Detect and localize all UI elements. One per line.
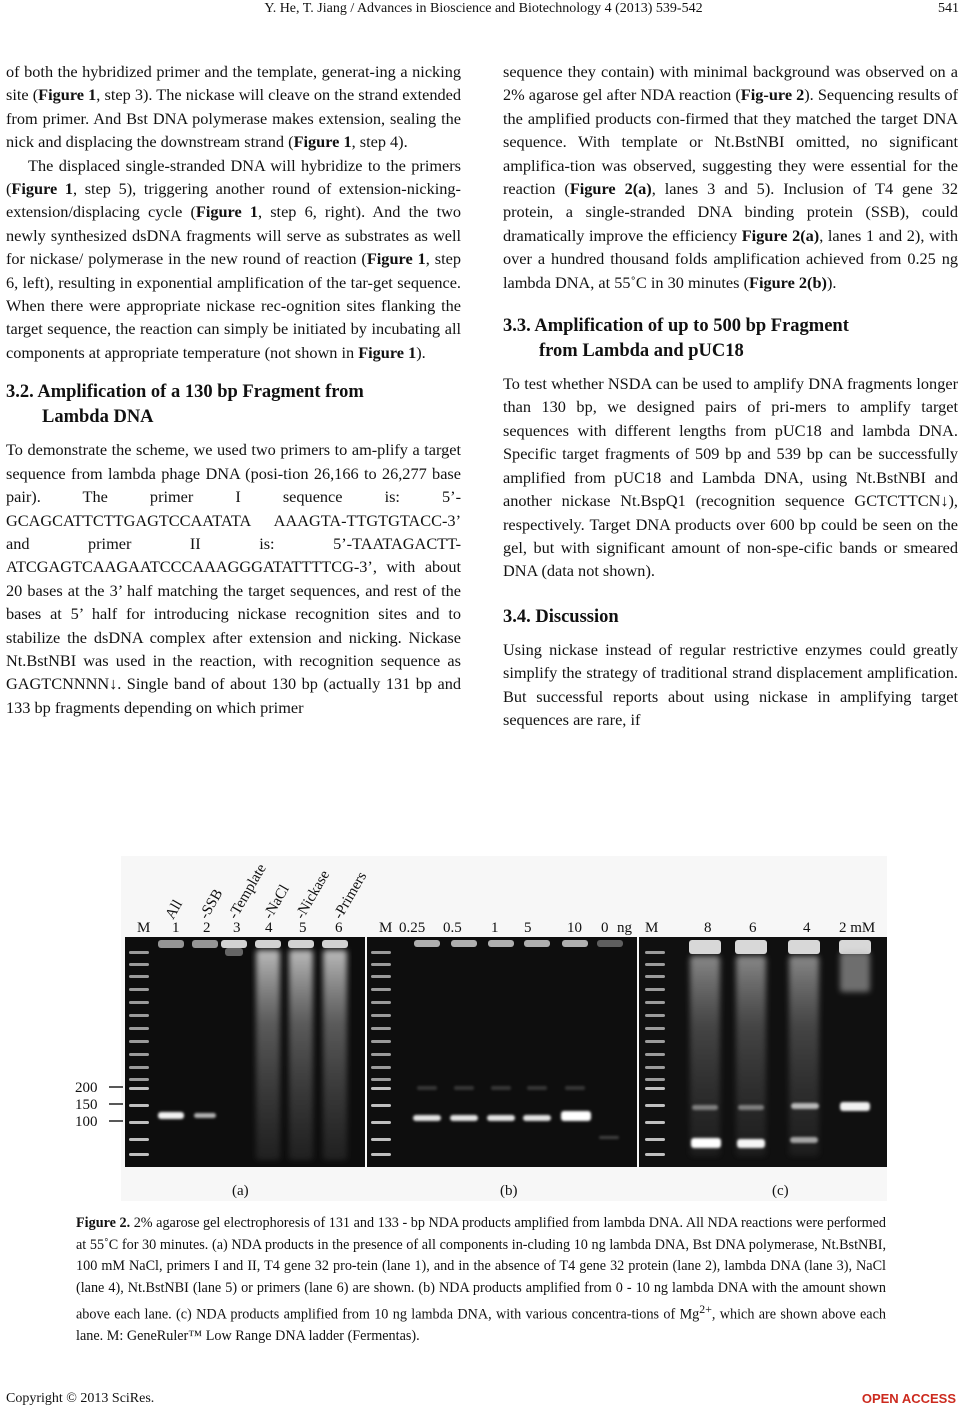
ladder-band bbox=[371, 1121, 391, 1124]
section-heading-3-4: 3.4. Discussion bbox=[503, 606, 619, 627]
ladder-band bbox=[645, 975, 665, 978]
well bbox=[322, 940, 348, 948]
well bbox=[221, 940, 247, 948]
dna-band bbox=[599, 1136, 619, 1139]
lane-label: 3 bbox=[233, 920, 241, 936]
ladder-band bbox=[645, 1153, 665, 1156]
caption-text: , which are shown above each lane. M: GeneRuler™ Low Range DNA ladder (Fermentas). bbox=[76, 1306, 886, 1345]
ladder-band bbox=[645, 1121, 665, 1124]
ladder-band bbox=[371, 1104, 391, 1107]
size-marker-label: 150 bbox=[75, 1097, 98, 1113]
well bbox=[524, 940, 550, 947]
ladder-band bbox=[645, 1078, 665, 1081]
paragraph bbox=[6, 60, 461, 154]
text-run: , step 6, right). And the two newly synthesized dsDNA fragments will serve as substrates as well for nickase/ polymerase in the new round of reaction ( bbox=[6, 202, 462, 269]
lane-label: 2 bbox=[203, 920, 211, 936]
dna-smear bbox=[789, 956, 819, 1156]
section-heading-line: Lambda DNA bbox=[42, 407, 154, 428]
ladder-band bbox=[129, 1087, 149, 1090]
text-run: ). bbox=[826, 272, 837, 292]
ladder-band bbox=[645, 1138, 665, 1141]
ladder-band bbox=[645, 1040, 665, 1043]
lane-label: M bbox=[379, 920, 393, 936]
lane-label: M bbox=[137, 920, 151, 936]
ladder-band bbox=[371, 1014, 391, 1017]
lane-condition-label: -SSB bbox=[196, 886, 227, 922]
dna-band bbox=[450, 1115, 478, 1121]
dna-band bbox=[194, 1113, 216, 1118]
ladder-band bbox=[129, 1040, 149, 1043]
text-run: , step 3). The nickase will cleave on the strand extended from primer. And Bst DNA polymerase makes extension, sealing the nick and displacing the downstream strand ( bbox=[6, 85, 461, 152]
well bbox=[192, 940, 218, 948]
dna-band bbox=[413, 1115, 441, 1121]
caption-text: 2% agarose gel electrophoresis of 131 and 133 - bp NDA products amplified from lambda DNA. All NDA reactions were performed at 55˚C for 30 minutes. (a) NDA products in the presence of all components in-cluding 10 ng lambda DNA, Bst DNA polymerase, Nt.BstNBI, 100 mM NaCl, primers I and II, T4 gene 32 pro-tein (lane 1), and in the absence of T4 gene 32 protein (lane 2), lambda DNA (lane 3), NaCl (lane 4), Nt.BstNBI (lane 5) or primers (lane 6) are shown. (b) NDA products amplified from 0 - 10 ng lambda DNA with the amount shown above each lane. (c) NDA products amplified from 10 ng lambda DNA, with various concentra-tions of Mg bbox=[76, 1215, 887, 1323]
text-run: To demonstrate the scheme, we used two primers to am-plify a target sequence from lambda phage DNA (posi-tion 26,166 to 26,277 base pair). The primer I sequence is: 5’-GCAGCATTCTTGAGTCCAATATA AAAGTA-TTGTGTACC-3’ and primer II is: 5’-TAATAGACTT-ATCGAGTCAAGAATCCCAAAGGGATATTTTCG-3’, with about 20 bases at the 3’ half matching the target sequences, and rest of the bases at 5’ half for introducing nickase recognition sites and to stabilize the dsDNA complex after extension and nicking. Nickase Nt.BstNBI was used in the reaction, with recognition sequence as GAGTCNNNN↓. Single band of about 130 bp (actually 131 bp and 133 bp fragments depending on which primer bbox=[6, 440, 461, 717]
figure-reference: Figure 2(b) bbox=[749, 272, 827, 292]
ladder-band bbox=[129, 1138, 149, 1141]
figure-reference: Figure 1 bbox=[366, 249, 426, 269]
gel-electrophoresis-image bbox=[75, 856, 887, 1201]
text-run: To test whether NSDA can be used to amplify DNA fragments longer than 130 bp, we designed pairs of pri-mers to amplify target sequences with different lengths from pUC18 and lambda DNA. Specific target fragments of 509 bp and 539 bp can be successfully amplified from pUC18 and Lambda DNA, using Nt.BstNBI and another nickase Nt.BspQ1 (recognition sequence GCTCTTCN↓), respectively. Target DNA products over 600 bp could be seen on the gel, but with significant amount of non-spe-cific bands or smeared DNA (data not shown). bbox=[503, 374, 958, 581]
ladder-band bbox=[371, 1066, 391, 1069]
lane-label: 5 bbox=[524, 920, 532, 936]
dna-band bbox=[527, 1086, 547, 1090]
ladder-band bbox=[129, 1053, 149, 1056]
text-run: , step 5), triggering another round of extension-nicking-extension/displacing cycle ( bbox=[6, 179, 461, 222]
ladder-band bbox=[371, 1153, 391, 1156]
dna-band bbox=[225, 948, 243, 956]
lane-label: 0.5 bbox=[443, 920, 462, 936]
text-run: , lanes 3 and 5). Inclusion of T4 gene 32 protein, a single-stranded DNA binding protein (SSB), could dramatically improve the efficiency bbox=[503, 179, 959, 245]
section-heading-line: from Lambda and pUC18 bbox=[539, 341, 744, 362]
superscript: 2+ bbox=[699, 1302, 712, 1316]
figure-reference: Figure 1 bbox=[11, 179, 74, 199]
panel-caption: (b) bbox=[500, 1183, 518, 1199]
ladder-band bbox=[645, 1001, 665, 1004]
well bbox=[788, 940, 820, 954]
well bbox=[488, 940, 514, 947]
ladder-band bbox=[645, 1104, 665, 1107]
panel-caption: (a) bbox=[232, 1183, 249, 1199]
paragraph bbox=[503, 60, 958, 294]
dna-smear bbox=[690, 956, 720, 1156]
ladder-band bbox=[129, 1153, 149, 1156]
lane-condition-label: All bbox=[162, 897, 187, 922]
lane-condition-label: -Nickase bbox=[292, 867, 334, 922]
text-run: , step 6, left), resulting in exponential amplification of the tar-get sequence. When there were appropriate nickase rec-ognition sites flanking the target sequence, the reaction can simply be initiated by incubating all components at appropriate temperature (not shown in bbox=[6, 249, 461, 362]
dna-smear bbox=[840, 952, 870, 992]
figure-reference: Figure 1 bbox=[38, 85, 97, 105]
ladder-band bbox=[371, 1138, 391, 1141]
ladder-band bbox=[129, 1014, 149, 1017]
ladder-band bbox=[371, 975, 391, 978]
running-title: Y. He, T. Jiang / Advances in Bioscience and Biotechnology 4 (2013) 539-542 bbox=[264, 1, 703, 16]
paragraph bbox=[6, 438, 461, 719]
size-marker-label: 100 bbox=[75, 1114, 98, 1130]
lane-label: 0.25 bbox=[399, 920, 426, 936]
ladder-band bbox=[645, 988, 665, 991]
ladder-band bbox=[371, 988, 391, 991]
well bbox=[288, 940, 314, 948]
section-heading-3-2 bbox=[6, 380, 461, 430]
copyright-notice: Copyright © 2013 SciRes. bbox=[6, 1391, 155, 1406]
well bbox=[158, 940, 184, 948]
figure-reference: Fig-ure 2 bbox=[740, 85, 805, 105]
well bbox=[689, 940, 721, 954]
dna-band bbox=[523, 1115, 551, 1121]
well bbox=[255, 940, 281, 948]
dna-smear bbox=[736, 956, 766, 1156]
dna-band bbox=[691, 1138, 721, 1148]
well bbox=[735, 940, 767, 954]
dna-smear bbox=[289, 950, 313, 1160]
ladder-band bbox=[645, 1066, 665, 1069]
lane-label: 2 mM bbox=[839, 920, 876, 936]
ladder-band bbox=[371, 1040, 391, 1043]
ladder-band bbox=[645, 1087, 665, 1090]
section-heading-line: 3.3. Amplification of up to 500 bp Fragment bbox=[503, 316, 849, 337]
ladder-band bbox=[129, 1027, 149, 1030]
figure-reference: Figure 1 bbox=[195, 202, 258, 222]
section-heading-3-3 bbox=[503, 314, 958, 364]
paragraph bbox=[503, 372, 958, 583]
lane-label: 5 bbox=[299, 920, 307, 936]
ladder-band bbox=[371, 1078, 391, 1081]
dna-band bbox=[491, 1086, 511, 1090]
panel-caption: (c) bbox=[772, 1183, 789, 1199]
lane-label: 6 bbox=[749, 920, 757, 936]
ladder-band bbox=[645, 1014, 665, 1017]
text-run: sequence they contain) with minimal background was observed on a 2% agarose gel after NDA reaction ( bbox=[503, 62, 958, 105]
right-column bbox=[503, 60, 958, 731]
lane-condition-label: -NaCl bbox=[260, 882, 293, 922]
lane-label: M bbox=[645, 920, 659, 936]
lane-label: 8 bbox=[704, 920, 712, 936]
gel-panel-b bbox=[367, 937, 637, 1167]
dna-band bbox=[565, 1086, 585, 1090]
paragraph bbox=[6, 154, 461, 365]
figure-label: Figure 2. bbox=[76, 1215, 131, 1231]
ladder-band bbox=[129, 1001, 149, 1004]
ladder-band bbox=[645, 1053, 665, 1056]
figure-caption bbox=[76, 1213, 886, 1348]
ladder-band bbox=[129, 975, 149, 978]
dna-smear bbox=[256, 950, 280, 1160]
ladder-band bbox=[129, 1066, 149, 1069]
figure-reference: Figure 2(a) bbox=[569, 179, 652, 199]
ladder-band bbox=[129, 1121, 149, 1124]
well bbox=[839, 940, 871, 954]
lane-label: 10 bbox=[567, 920, 582, 936]
lane-label: 1 bbox=[172, 920, 180, 936]
lane-label: 1 bbox=[491, 920, 499, 936]
lane-condition-label: -Template bbox=[225, 861, 270, 922]
ladder-band bbox=[371, 1001, 391, 1004]
well bbox=[597, 940, 623, 947]
dna-band bbox=[692, 1105, 718, 1110]
figure-reference: Figure 1 bbox=[293, 132, 352, 152]
ladder-band bbox=[129, 1104, 149, 1107]
dna-smear bbox=[323, 950, 347, 1160]
lane-label: ng bbox=[617, 920, 632, 936]
figure-reference: Figure 2(a) bbox=[741, 225, 820, 245]
ladder-band bbox=[371, 1053, 391, 1056]
page-footer bbox=[6, 1391, 962, 1407]
well bbox=[451, 940, 477, 947]
ladder-band bbox=[129, 1078, 149, 1081]
ladder-band bbox=[371, 1087, 391, 1090]
dna-band bbox=[487, 1115, 515, 1121]
dna-band bbox=[791, 1103, 819, 1109]
text-run: Using nickase instead of regular restrictive enzymes could greatly simplify the strategy of traditional strand displacement amplification. But successful reports about using nickase in amplifying target sequences are rare, if bbox=[503, 639, 958, 729]
ladder-band bbox=[129, 988, 149, 991]
text-run: , step 4). bbox=[351, 132, 408, 152]
figure-reference: Figure 1 bbox=[358, 342, 417, 362]
lane-label: 4 bbox=[803, 920, 811, 936]
text-run: , lanes 1 and 2), with over a hundred thousand folds amplification achieved from 0.25 ng lambda DNA, at 55˚C in 30 minutes ( bbox=[503, 225, 958, 292]
ladder-band bbox=[129, 963, 149, 966]
ladder-band bbox=[129, 951, 149, 954]
section-heading-line: 3.2. Amplification of a 130 bp Fragment from bbox=[6, 382, 364, 403]
text-run: The displaced single-stranded DNA will hybridize to the primers ( bbox=[6, 155, 461, 199]
dna-band bbox=[454, 1086, 474, 1090]
text-run: ). Sequencing results of the amplified products con-firmed that they matched the target DNA sequence. With template or Nt.BstNBI omitted, no significant amplifica-tion was observed, suggesting they were essential for the reaction ( bbox=[503, 85, 959, 199]
page-number: 541 bbox=[938, 1, 959, 16]
lane-label: 4 bbox=[265, 920, 273, 936]
ladder-band bbox=[371, 963, 391, 966]
text-run: of both the hybridized primer and the template, generat-ing a nicking site ( bbox=[6, 62, 461, 105]
lane-condition-label: -Primers bbox=[330, 869, 371, 922]
dna-band bbox=[737, 1139, 765, 1148]
dna-band bbox=[738, 1105, 764, 1110]
ladder-band bbox=[645, 951, 665, 954]
dna-band bbox=[840, 1102, 870, 1111]
paragraph bbox=[503, 638, 958, 732]
ladder-band bbox=[645, 963, 665, 966]
dna-band bbox=[790, 1137, 818, 1143]
dna-band bbox=[417, 1086, 437, 1090]
ladder-band bbox=[645, 1027, 665, 1030]
ladder-band bbox=[371, 1027, 391, 1030]
dna-band bbox=[561, 1111, 591, 1121]
lane-label: 6 bbox=[335, 920, 343, 936]
lane-label: 0 bbox=[601, 920, 609, 936]
open-access-label: OPEN ACCESS bbox=[861, 1391, 956, 1406]
size-marker-label: 200 bbox=[75, 1080, 98, 1096]
page-header bbox=[0, 0, 967, 22]
ladder-band bbox=[371, 951, 391, 954]
figure-2 bbox=[75, 856, 887, 1201]
left-column bbox=[6, 60, 461, 719]
well bbox=[414, 940, 440, 947]
dna-band bbox=[158, 1112, 184, 1119]
text-run: ). bbox=[416, 342, 426, 362]
well bbox=[562, 940, 588, 947]
